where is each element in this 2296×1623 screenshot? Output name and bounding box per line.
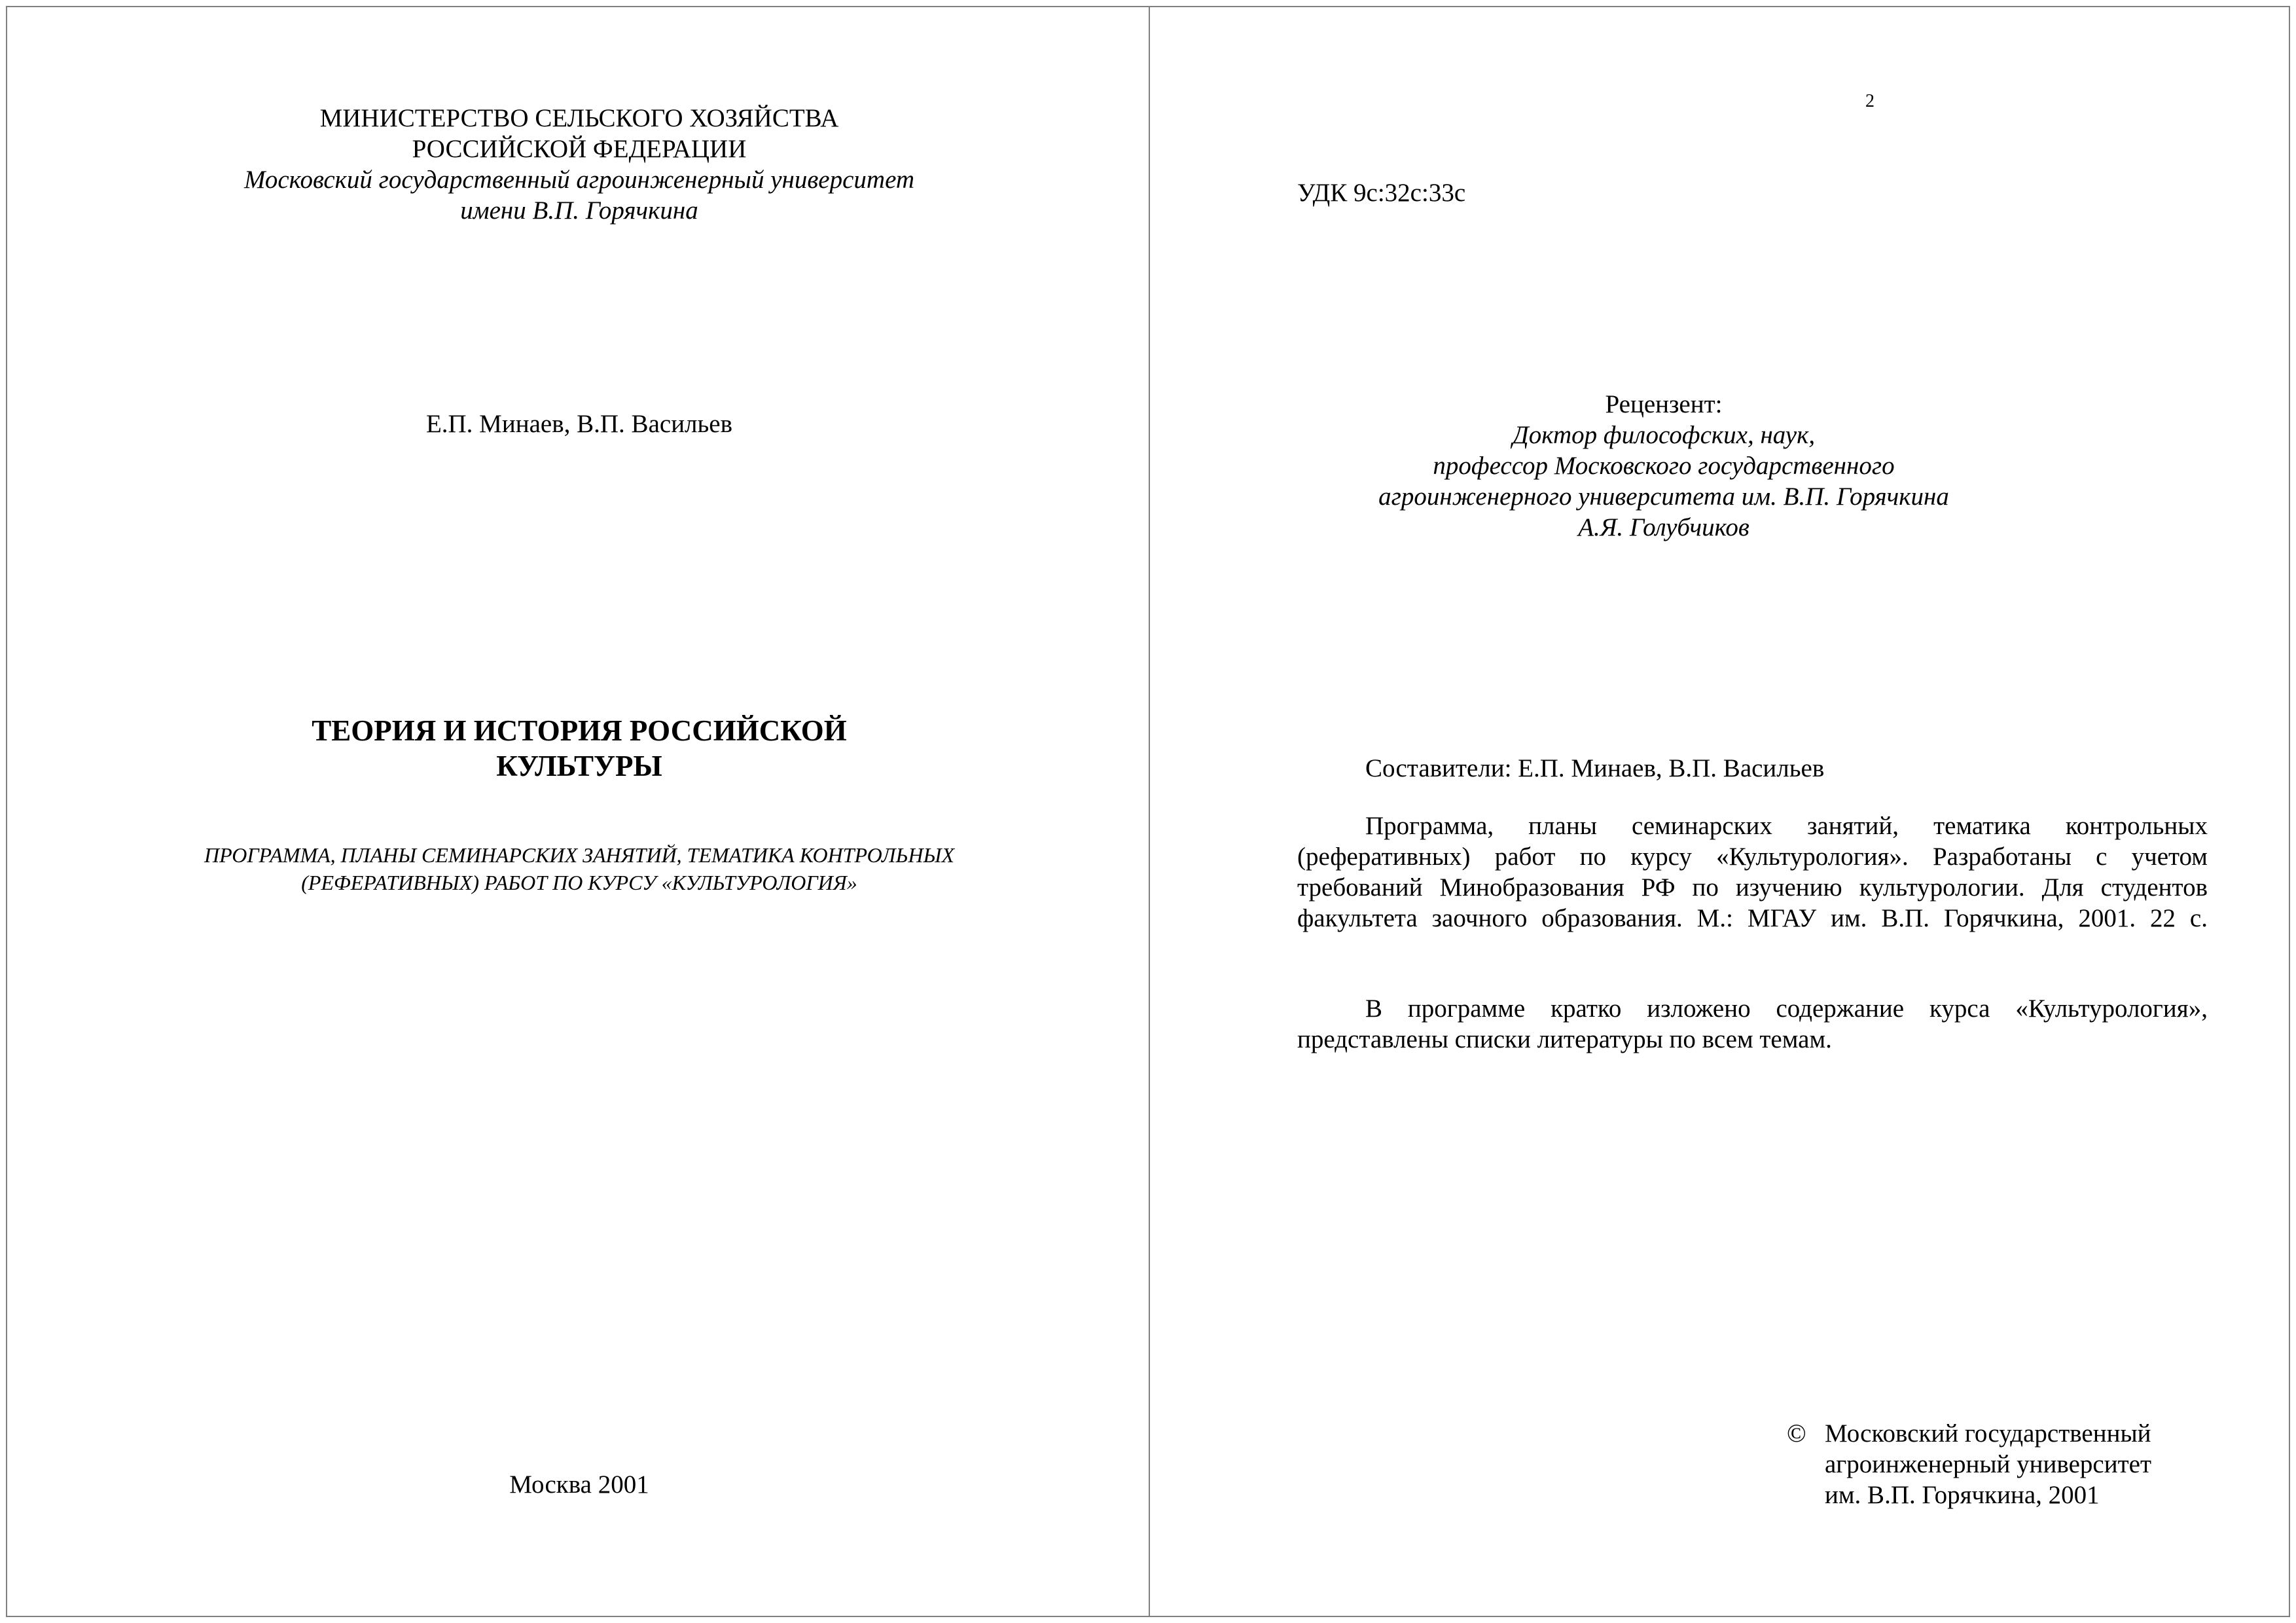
- udk-code: УДК 9с:32с:33с: [1297, 179, 1466, 207]
- reviewer-line: Доктор философских, наук,: [1512, 421, 1816, 449]
- reviewer-name: А.Я. Голубчиков: [1578, 513, 1749, 541]
- paragraph-line: представлены списки литературы по всем темам.: [1297, 1025, 1832, 1053]
- page-number: 2: [1865, 91, 1874, 111]
- ministry-line: РОССИЙСКОЙ ФЕДЕРАЦИИ: [412, 135, 747, 163]
- paragraph-line: факультета заочного образования. М.: МГАУ им. В.П. Горячкина, 2001. 22 с.: [1297, 904, 2208, 932]
- ministry-line: МИНИСТЕРСТВО СЕЛЬСКОГО ХОЗЯЙСТВА: [319, 104, 839, 132]
- reviewer-line: профессор Московского государственного: [1433, 452, 1895, 480]
- compilers: Составители: Е.П. Минаев, В.П. Васильев: [1365, 754, 1825, 782]
- reviewer-line: агроинженерного университета им. В.П. Горячкина: [1378, 483, 1949, 511]
- authors: Е.П. Минаев, В.П. Васильев: [425, 410, 733, 438]
- paragraph-line: Программа, планы семинарских занятий, тематика контрольных: [1365, 812, 2208, 840]
- imprint-page: [1149, 6, 2290, 1617]
- book-title: [7, 713, 1151, 784]
- book-subtitle: [7, 841, 1151, 896]
- reviewer-block: [1229, 389, 2099, 543]
- copyright-line: Московский государственный: [1825, 1419, 2151, 1448]
- paragraph-line: требований Минобразования РФ по изучению культурологии. Для студентов: [1297, 873, 2208, 902]
- book-subtitle-line: ПРОГРАММА, ПЛАНЫ СЕМИНАРСКИХ ЗАНЯТИЙ, ТЕМАТИКА КОНТРОЛЬНЫХ: [204, 843, 955, 867]
- copyright-line: агроинженерный университет: [1825, 1450, 2151, 1478]
- reviewer-label: Рецензент:: [1605, 390, 1723, 418]
- ministry-header: [7, 103, 1151, 226]
- university-line: имени В.П. Горячкина: [460, 196, 698, 225]
- title-page: [6, 6, 1150, 1617]
- book-subtitle-line: (РЕФЕРАТИВНЫХ) РАБОТ ПО КУРСУ «КУЛЬТУРОЛОГИЯ»: [301, 871, 857, 894]
- university-line: Московский государственный агроинженерный университет: [243, 166, 915, 194]
- book-title-line: КУЛЬТУРЫ: [496, 750, 662, 782]
- copyright-icon: ©: [1787, 1419, 1806, 1448]
- content-paragraph: [1297, 993, 2208, 1055]
- description-paragraph: [1297, 811, 2208, 934]
- copyright-line: им. В.П. Горячкина, 2001: [1825, 1481, 2100, 1509]
- paragraph-line: (реферативных) работ по курсу «Культурология». Разработаны с учетом: [1297, 843, 2208, 871]
- copyright-text: [1825, 1418, 2151, 1510]
- book-title-line: ТЕОРИЯ И ИСТОРИЯ РОССИЙСКОЙ: [312, 714, 847, 747]
- paragraph-line: В программе кратко изложено содержание курса «Культурология»,: [1365, 994, 2208, 1023]
- city-year: Москва 2001: [509, 1470, 649, 1499]
